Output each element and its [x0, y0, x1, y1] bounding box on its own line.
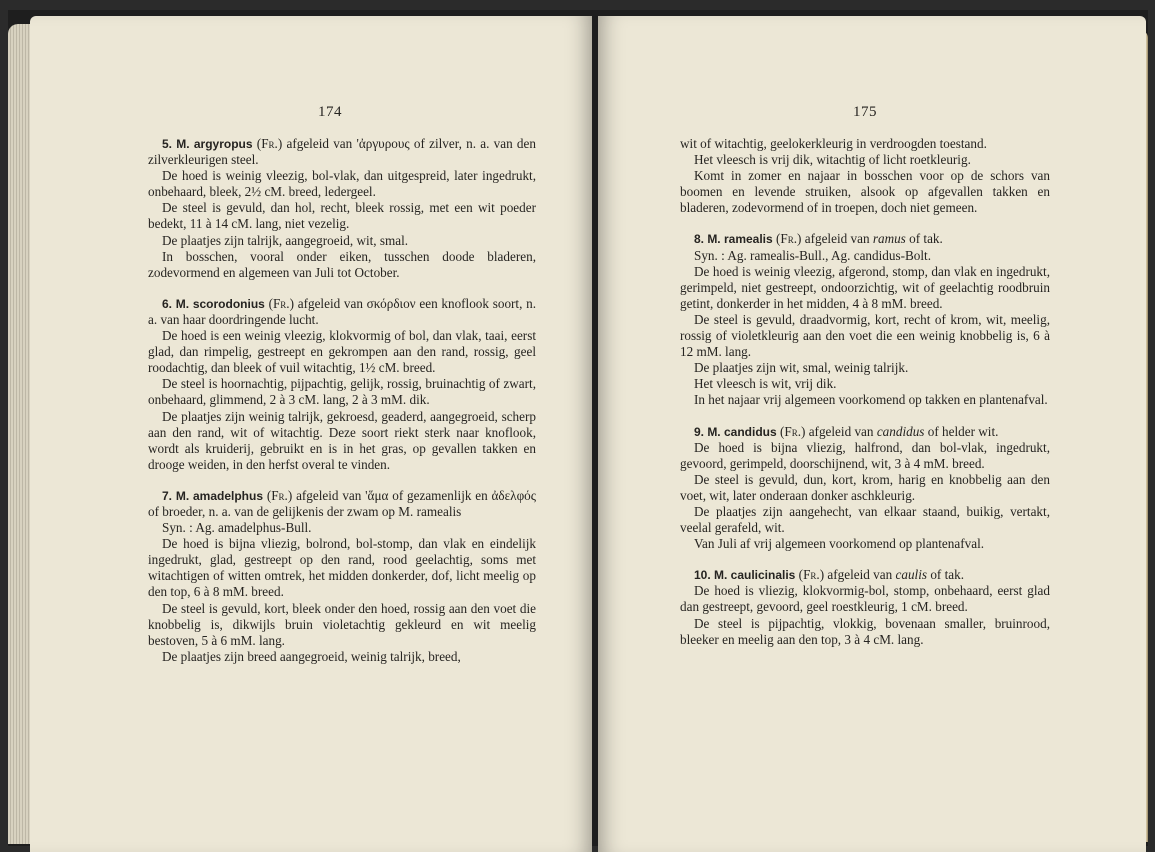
body-paragraph: De plaatjes zijn weinig talrijk, gekroesd, geaderd, aangegroeid, scherp aan den rand, wit of witachtig. Deze soort riekt sterk naar knoflook, wordt als kruiderij, gebruikt en is in het gras, op gevallen takken en drooge weiden, in den herfst overal te vinden.	[148, 408, 536, 472]
etymology-text: afgeleid van 'ἀργυρους of zilver, n. a. van den zilverkleurigen steel.	[148, 136, 536, 168]
body-paragraph: De hoed is een weinig vleezig, klokvormig of bol, dan vlak, taai, eerst glad, dan rimpelig, gestreept en gekrompen aan den rand, rossig, geel roodachtig, dan bleek of vuil witachtig, 1½ cM. breed.	[148, 328, 536, 376]
species-entry: 7. M. amadelphus (Fr.) afgeleid van 'ἅμα of gezamenlijk en ἀδελφός of broeder, n. a. van de gelijkenis der zwam op M. ramealis	[148, 487, 536, 519]
author-abbrev: Fr.	[780, 231, 798, 247]
body-paragraph: De steel is gevuld, kort, bleek onder den hoed, rossig aan den voet die knobbelig is, dikwijls bruin violetachtig gekleurd en wit meelig bestoven, 5 à 6 mM. lang.	[148, 600, 536, 648]
species-number: 7.	[162, 488, 173, 503]
body-paragraph: De steel is hoornachtig, pijpachtig, gelijk, rossig, bruinachtig of zwart, onbehaard, glimmend, 2 à 3 cM. lang, 2 à 3 mM. dik.	[148, 376, 536, 408]
species-number: 6.	[162, 296, 173, 311]
body-paragraph: Het vleesch is vrij dik, witachtig of licht roetkleurig.	[694, 152, 971, 168]
species-number: 8.	[694, 232, 705, 247]
etymology-suffix: of tak.	[927, 567, 965, 583]
species-name: M. scorodonius	[175, 296, 265, 311]
species-number: 10.	[694, 568, 711, 583]
body-paragraph: In bosschen, vooral onder eiken, tusschen doode bladeren, zodevormend en algemeen van Juli tot October.	[148, 248, 536, 280]
section-gap	[680, 552, 1050, 567]
section-gap	[680, 409, 1050, 424]
left-page-text	[148, 136, 536, 665]
species-entry: 5. M. argyropus (Fr.) afgeleid van 'ἀργυρους of zilver, n. a. van den zilverkleurigen steel.	[148, 136, 536, 168]
section-gap	[148, 473, 536, 488]
body-paragraph: De hoed is bijna vliezig, halfrond, dan bol-vlak, ingedrukt, gevoord, gerimpeld, doorschijnend, wit, 3 à 4 mM. breed.	[680, 439, 1050, 471]
body-paragraph: Syn. : Ag. amadelphus-Bull.	[162, 520, 312, 536]
species-entry: 6. M. scorodonius (Fr.) afgeleid van σκόρδιον een knoflook soort, n. a. van haar doordringende lucht.	[148, 295, 537, 327]
body-paragraph: Syn. : Ag. ramealis-Bull., Ag. candidus-Bolt.	[694, 247, 931, 263]
species-number: 9.	[694, 424, 705, 439]
species-name: M. candidus	[707, 424, 777, 439]
body-paragraph: Het vleesch is wit, vrij dik.	[694, 376, 837, 392]
body-paragraph: De steel is pijpachtig, vlokkig, bovenaan smaller, bruinrood, bleeker en meelig aan den top, 3 à 4 cM. lang.	[680, 615, 1050, 647]
etymology-latin: candidus	[876, 423, 925, 439]
body-paragraph: De hoed is weinig vleezig, bol-vlak, dan uitgespreid, later ingedrukt, onbehaard, bleek, 2½ cM. breed, ledergeel.	[148, 168, 536, 200]
etymology-suffix: of helder wit.	[924, 423, 999, 439]
author-abbrev: Fr.	[261, 136, 278, 151]
etymology-text: afgeleid van σκόρδιον een knoflook soort, n. a. van haar doordringende lucht.	[148, 295, 537, 327]
left-page	[30, 16, 592, 852]
etymology-suffix: of tak.	[905, 231, 943, 247]
species-entry: 9. M. candidus (Fr.) afgeleid van candidus of helder wit.	[694, 423, 999, 439]
body-paragraph: In het najaar vrij algemeen voorkomend op takken en plantenafval.	[694, 392, 1048, 408]
author-abbrev: Fr.	[803, 567, 820, 583]
etymology-prefix: afgeleid van	[804, 231, 873, 247]
species-number: 5.	[162, 137, 173, 151]
body-paragraph: De hoed is weinig vleezig, afgerond, stomp, dan vlak en ingedrukt, gerimpeld, niet gestreept, ondoorzichtig, wit of geelachtig roodbruin getint, donkerder in het midden, 4 à 8 mM. breed.	[680, 263, 1050, 311]
species-entry: 8. M. ramealis (Fr.) afgeleid van ramus of tak.	[694, 231, 943, 247]
body-paragraph: De hoed is bijna vliezig, bolrond, bol-stomp, dan vlak en eindelijk ingedrukt, glad, gestreept op den rand, rood geelachtig, soms met witachtigen of witten omtrek, het midden donkerder, dof, licht meelig op den top, 6 à 8 mM. breed.	[148, 536, 536, 600]
author-abbrev: Fr.	[784, 423, 801, 439]
author-abbrev: Fr.	[272, 295, 290, 311]
body-paragraph: De steel is gevuld, dun, kort, krom, harig en knobbelig aan den voet, wit, later onderaan donker aschkleurig.	[680, 471, 1050, 503]
body-paragraph: De steel is gevuld, draadvormig, kort, recht of krom, wit, meelig, rossig of violetkleurig aan den voet die een weinig knobbelig is, 6 à 12 mM. lang.	[680, 311, 1050, 360]
body-paragraph: De plaatjes zijn wit, smal, weinig talrijk.	[694, 360, 909, 376]
species-name: M. argyropus	[176, 137, 253, 151]
body-paragraph: De plaatjes zijn breed aangegroeid, weinig talrijk, breed,	[162, 648, 461, 664]
right-page-text	[680, 136, 1050, 648]
etymology-text: afgeleid van 'ἅμα of gezamenlijk en ἀδελφός of broeder, n. a. van de gelijkenis der zwam op M. ramealis	[148, 487, 536, 519]
body-paragraph: De plaatjes zijn talrijk, aangegroeid, wit, smal.	[162, 232, 409, 248]
body-paragraph: Van Juli af vrij algemeen voorkomend op plantenafval.	[694, 536, 985, 552]
page-number-right: 175	[853, 104, 877, 120]
open-book	[8, 10, 1148, 846]
body-paragraph: De hoed is vliezig, klokvormig-bol, stomp, onbehaard, eerst glad dan gestreept, gevoord, geel roestkleurig, 1 cM. breed.	[680, 583, 1050, 615]
body-paragraph: wit of witachtig, geelokerkleurig in verdroogden toestand.	[680, 136, 987, 151]
page-number-left: 174	[318, 104, 342, 120]
etymology-prefix: afgeleid van	[808, 423, 877, 439]
species-name: M. amadelphus	[175, 488, 264, 503]
body-paragraph: De steel is gevuld, dan hol, recht, bleek rossig, met een wit poeder bedekt, 11 à 14 cM. lang, niet vezelig.	[148, 200, 536, 232]
etymology-latin: ramus	[872, 231, 906, 247]
section-gap	[680, 216, 1050, 231]
section-gap	[148, 281, 536, 296]
right-page	[598, 16, 1146, 852]
body-paragraph: De plaatjes zijn aangehecht, van elkaar staand, buikig, vertakt, veelal gerafeld, wit.	[680, 503, 1050, 536]
etymology-prefix: afgeleid van	[827, 567, 896, 583]
species-entry: 10. M. caulicinalis (Fr.) afgeleid van caulis of tak.	[694, 567, 965, 583]
species-name: M. caulicinalis	[713, 568, 796, 583]
etymology-latin: caulis	[895, 567, 928, 583]
species-name: M. ramealis	[707, 232, 773, 247]
author-abbrev: Fr.	[271, 487, 288, 503]
body-paragraph: Komt in zomer en najaar in bosschen voor op de schors van boomen en levende struiken, alsook op afgevallen takken en bladeren, zodevormend of in troepen, doch niet gemeen.	[680, 168, 1050, 216]
